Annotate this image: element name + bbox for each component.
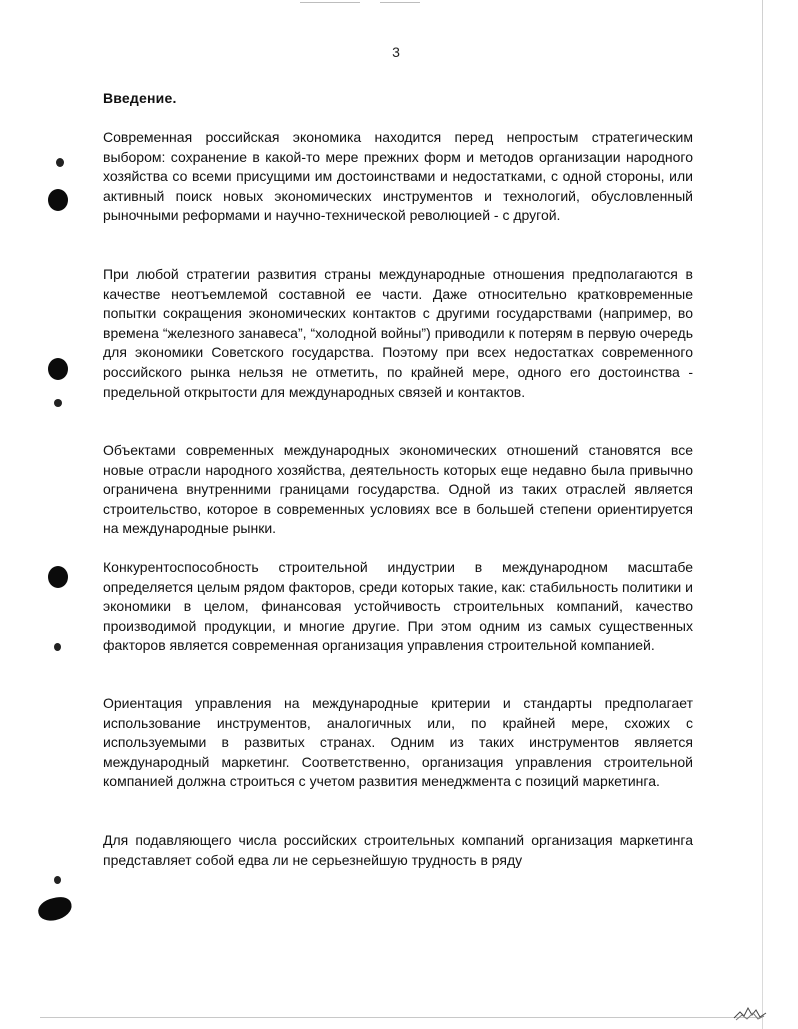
scan-speck bbox=[56, 158, 64, 167]
paragraph-1: Современная российская экономика находится перед непростым стратегическим выбором: сохранение в какой-то мере прежних форм и методов организации народного хозяйства со всеми присущими им достоинствами и недостатками, с одной стороны, или активный поиск новых экономических инструментов и технологий, обусловленный рыночными реформами и научно-технической революцией - с другой. bbox=[103, 129, 693, 224]
paragraph-3: Объектами современных международных экономических отношений становятся все новые отрасли народного хозяйства, деятельность которых еще недавно была привычно ограничена внутренними границами государства. Одной из таких отраслей является строительство, которое в современных условиях все в большей степени ориентируется на международные рынки. bbox=[103, 442, 693, 537]
paragraph-6: Для подавляющего числа российских строительных компаний организация маркетинга представляет собой едва ли не серьезнейшую трудность в ряду bbox=[103, 832, 693, 868]
page-number: 3 bbox=[392, 44, 400, 60]
paragraph-2: При любой стратегии развития страны международные отношения предполагаются в качестве неотъемлемой составной ее части. Даже относительно кратковременные попытки сокращения экономических контактов с другими государствами (например, во времена “железного занавеса”, “холодной войны”) приводили к потерям в первую очередь для экономики Советского государства. Поэтому при всех недостатках современного российского рынка нельзя не отметить, по крайней мере, одного его достоинства - предельной открытости для международных связей и контактов. bbox=[103, 266, 693, 400]
paragraph-4: Конкурентоспособность строительной индустрии в международном масштабе определяется целым рядом факторов, среди которых такие, как: стабильность политики и экономики в целом, финансовая устойчивость строительных компаний, качество производимой продукции, и многие другие. При этом одним из самых существенных факторов является современная организация управления строительной компанией. bbox=[103, 559, 693, 654]
punch-hole bbox=[48, 566, 68, 588]
section-title: Введение. bbox=[103, 90, 177, 106]
scan-noise bbox=[730, 1000, 770, 1022]
punch-hole bbox=[48, 358, 68, 380]
scan-speck bbox=[54, 399, 62, 407]
scan-bottom-edge bbox=[40, 1017, 760, 1018]
scan-edge-mark bbox=[300, 2, 360, 3]
paragraph-5: Ориентация управления на международные критерии и стандарты предполагает использование инструментов, аналогичных или, по крайней мере, схожих с используемыми в развитых странах. Одним из таких инструментов является международный маркетинг. Соответственно, организация управления строительной компанией должна строиться с учетом развития менеджмента с позиций маркетинга. bbox=[103, 695, 693, 790]
punch-hole bbox=[48, 189, 68, 211]
scan-right-edge bbox=[762, 0, 763, 1029]
scan-edge-mark bbox=[380, 2, 420, 3]
scan-speck bbox=[54, 876, 61, 884]
ink-blot bbox=[36, 895, 74, 924]
scan-speck bbox=[54, 643, 61, 651]
